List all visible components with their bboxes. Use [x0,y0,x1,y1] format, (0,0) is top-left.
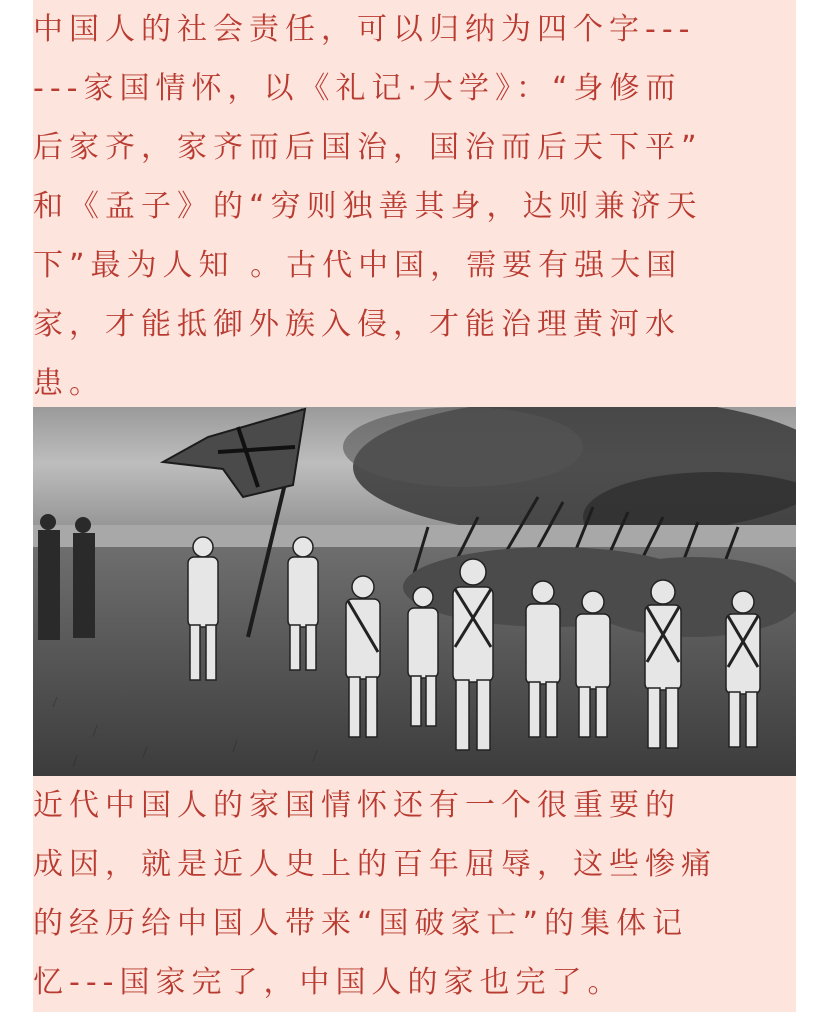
paragraph-line: 和《孟子》的“穷则独善其身，达则兼济天 [33,189,703,224]
paragraph-family-nation-sentiment [33,0,796,407]
paragraph-line: 近代中国人的家国情怀还有一个很重要的 [33,788,681,823]
paragraph-line: 下”最为人知 。古代中国，需要有强大国 [33,248,683,283]
paragraph-modern-humiliation [33,776,796,1012]
soldiers-marching-illustration [33,407,796,776]
paragraph-line: 患。 [33,366,105,401]
paragraph-line: ---家国情怀，以《礼记·大学》：“身修而 [33,71,682,106]
paragraph-line: 家，才能抵御外族入侵，才能治理黄河水 [33,307,681,342]
historical-photo [33,407,796,776]
paragraph-line: 成因，就是近人史上的百年屈辱，这些惨痛 [33,847,717,882]
paragraph-line: 忆---国家完了，中国人的家也完了。 [33,965,624,1000]
paragraph-line: 中国人的社会责任，可以归纳为四个字--- [33,12,696,47]
paragraph-line: 后家齐，家齐而后国治，国治而后天下平” [33,130,703,165]
paragraph-line: 的经历给中国人带来“国破家亡”的集体记 [33,906,689,941]
